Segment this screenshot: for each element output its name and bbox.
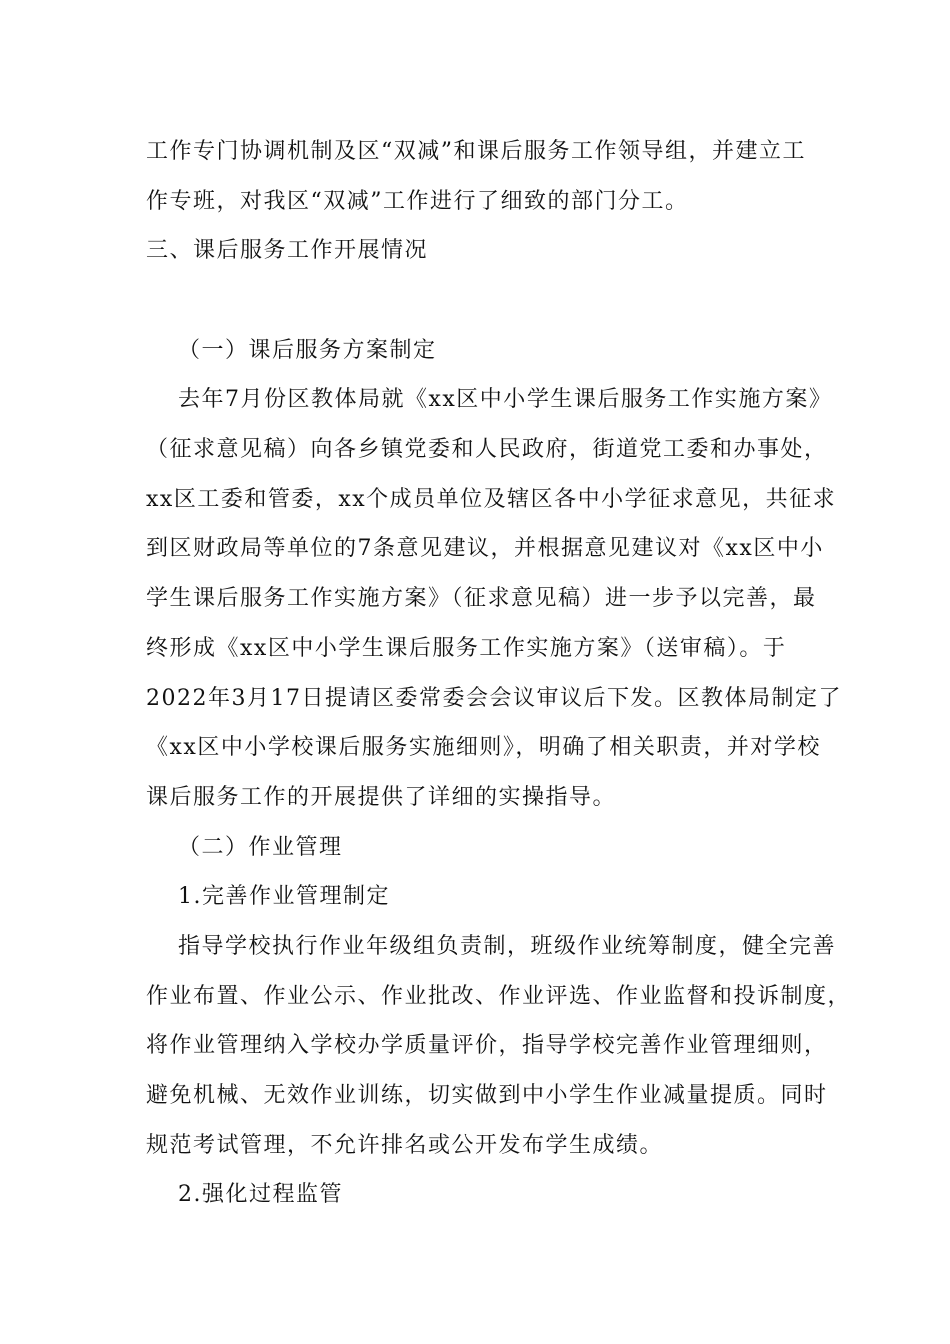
paragraph-line: 终形成《xx区中小学生课后服务工作实施方案》（送审稿）。于 xyxy=(146,636,787,661)
subsection-heading: （一）课后服务方案制定 xyxy=(178,338,437,363)
paragraph-line: 规范考试管理，不允许排名或公开发布学生成绩。 xyxy=(146,1133,664,1158)
paragraph-line: 作业布置、作业公示、作业批改、作业评选、作业监督和投诉制度， xyxy=(146,984,852,1009)
paragraph-line: 学生课后服务工作实施方案》（征求意见稿）进一步予以完善，最 xyxy=(146,586,817,611)
section-heading: 三、课后服务工作开展情况 xyxy=(146,238,429,263)
subsection-heading: （二）作业管理 xyxy=(178,835,343,860)
paragraph-line: xx区工委和管委，xx个成员单位及辖区各中小学征求意见，共征求 xyxy=(146,487,837,512)
paragraph-line: 去年7月份区教体局就《xx区中小学生课后服务工作实施方案》 xyxy=(178,387,833,412)
paragraph-line: 工作专门协调机制及区“双减”和课后服务工作领导组，并建立工 xyxy=(146,139,806,164)
paragraph-line: 避免机械、无效作业训练，切实做到中小学生作业减量提质。同时 xyxy=(146,1083,828,1108)
paragraph-line: 指导学校执行作业年级组负责制，班级作业统筹制度，健全完善 xyxy=(178,934,837,959)
paragraph-line: （征求意见稿）向各乡镇党委和人民政府，街道党工委和办事处， xyxy=(146,437,828,462)
paragraph-line: 作专班，对我区“双减”工作进行了细致的部门分工。 xyxy=(146,189,689,214)
paragraph-line: 将作业管理纳入学校办学质量评价，指导学校完善作业管理细则， xyxy=(146,1033,828,1058)
paragraph-line: 2022年3月17日提请区委常委会会议审议后下发。区教体局制定了 xyxy=(146,686,842,711)
item-heading: 2.强化过程监管 xyxy=(178,1182,343,1207)
paragraph-line: 《xx区中小学校课后服务实施细则》，明确了相关职责，并对学校 xyxy=(146,735,821,760)
paragraph-line: 到区财政局等单位的7条意见建议，并根据意见建议对《xx区中小 xyxy=(146,536,824,561)
paragraph-line: 课后服务工作的开展提供了详细的实操指导。 xyxy=(146,785,617,810)
item-heading: 1.完善作业管理制定 xyxy=(178,884,390,909)
